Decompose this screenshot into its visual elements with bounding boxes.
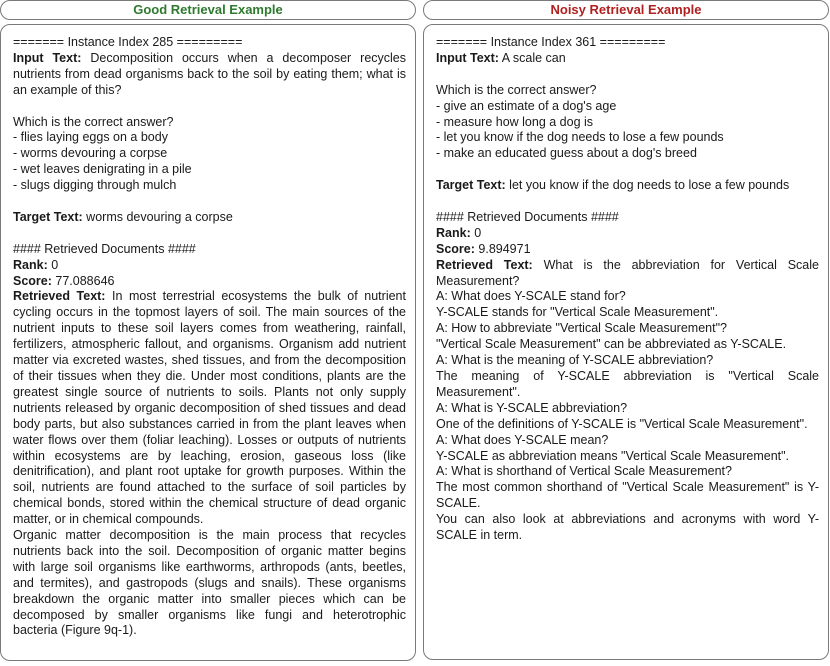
- good-retrieval-column: [0, 0, 416, 638]
- instance-index-line: ======= Instance Index 285 =========: [13, 35, 243, 49]
- target-text-value: let you know if the dog needs to lose a few pounds: [509, 178, 790, 193]
- score-value: 77.088646: [55, 273, 115, 288]
- rank-label: Rank:: [436, 225, 471, 240]
- retrieved-text-value: What is the abbreviation for Vertical Scale Measurement?: [436, 257, 819, 288]
- noisy-retrieval-panel: [423, 24, 829, 660]
- target-text-block: [13, 210, 406, 226]
- retrieved-line: "Vertical Scale Measurement" can be abbreviated as Y-SCALE.: [436, 337, 787, 352]
- rank-label: Rank:: [13, 257, 48, 272]
- retrieved-text-label: Retrieved Text:: [436, 257, 533, 272]
- target-text-label: Target Text:: [436, 178, 506, 193]
- input-text-label: Input Text:: [13, 50, 82, 65]
- answer-option: - worms devouring a corpse: [13, 146, 168, 161]
- target-text-value: worms devouring a corpse: [86, 209, 233, 224]
- rank-value: 0: [474, 225, 482, 240]
- score-line: [436, 242, 819, 258]
- retrieved-line: A: What is the meaning of Y-SCALE abbreviation?: [436, 353, 714, 368]
- question-line: Which is the correct answer?: [13, 114, 174, 129]
- score-label: Score:: [13, 273, 52, 288]
- answer-option: - slugs digging through mulch: [13, 178, 177, 193]
- question-line: Which is the correct answer?: [436, 82, 597, 97]
- input-text-label: Input Text:: [436, 50, 499, 65]
- rank-line: [436, 226, 819, 242]
- target-text-label: Target Text:: [13, 209, 83, 224]
- retrieved-documents-header: #### Retrieved Documents ####: [13, 241, 196, 256]
- answer-option: - give an estimate of a dog's age: [436, 98, 617, 113]
- retrieved-line: A: What does Y-SCALE stand for?: [436, 289, 626, 304]
- retrieved-documents-header: #### Retrieved Documents ####: [436, 209, 619, 224]
- retrieved-text-paragraph-2: Organic matter decomposition is the main process that recycles nutrients back into the soil. Decomposition of organic matter begins with large soil organisms like earthworms, arthropods (ants, beetles, and termites), and gastropods (slugs and snails). These organisms breakdown the organic matter into smaller pieces which can be decomposed by smaller organisms like fungi and heterotrophic bacteria (Figure 9q-1).: [13, 528, 406, 638]
- retrieved-text-block: [13, 289, 406, 528]
- retrieved-text-paragraph-1: In most terrestrial ecosystems the bulk of nutrient cycling occurs in the topmost layers of soil. The main sources of the nutrient inputs to these soil layers comes from weathering, rainfall, fertilizers, atmospheric fallout, and organisms. Organism add nutrient matter via excreted wastes, shed tissues, and from the decomposition of their tissues when they die. Under most conditions, plants are the greatest single source of nutrients to soils. Plants not only supply nutrients released by organic decomposition of shed tissues and dead body parts, but also substances carried in from the plant leaves when water flows over them (foliar leaching). Losses or outputs of nutrients within ecosystems are by leaching, erosion, gaseous loss (like denitrification), and plant root uptake for growth purposes. Within the soil, nutrients are found attached to the surface of soil particles by chemical bonds, stored within the chemical structure of dead organic matter, or in chemical compounds.: [13, 289, 406, 527]
- answer-option: - flies laying eggs on a body: [13, 130, 168, 145]
- rank-line: [13, 258, 406, 274]
- score-line: [13, 274, 406, 290]
- input-text-block: [436, 51, 819, 67]
- noisy-retrieval-column: [423, 0, 829, 543]
- good-retrieval-header: Good Retrieval Example: [0, 0, 416, 20]
- input-text-value: Decomposition occurs when a decomposer recycles nutrients from dead organisms back to the soil by eating them; what is an example of this?: [13, 50, 406, 97]
- retrieved-line: A: What is shorthand of Vertical Scale Measurement?: [436, 464, 732, 479]
- score-value: 9.894971: [478, 241, 531, 256]
- rank-value: 0: [51, 257, 59, 272]
- good-retrieval-panel: [0, 24, 416, 661]
- answer-option: - let you know if the dog needs to lose a few pounds: [436, 130, 724, 145]
- target-text-block: [436, 178, 819, 194]
- retrieved-line: Y-SCALE stands for "Vertical Scale Measurement".: [436, 305, 719, 320]
- retrieved-line: A: What does Y-SCALE mean?: [436, 432, 609, 447]
- retrieved-line: You can also look at abbreviations and acronyms with word Y-SCALE in term.: [436, 512, 819, 543]
- retrieved-line: Y-SCALE as abbreviation means "Vertical Scale Measurement".: [436, 448, 790, 463]
- score-label: Score:: [436, 241, 475, 256]
- retrieved-line: One of the definitions of Y-SCALE is "Vertical Scale Measurement".: [436, 416, 808, 431]
- answer-option: - measure how long a dog is: [436, 114, 594, 129]
- retrieved-line: A: How to abbreviate "Vertical Scale Measurement"?: [436, 321, 727, 336]
- retrieved-text-block: [436, 258, 819, 290]
- input-text-block: [13, 51, 406, 99]
- answer-option: - make an educated guess about a dog's breed: [436, 146, 697, 161]
- retrieved-line: A: What is Y-SCALE abbreviation?: [436, 400, 628, 415]
- retrieved-line: The most common shorthand of "Vertical Scale Measurement" is Y-SCALE.: [436, 480, 819, 511]
- retrieved-line: The meaning of Y-SCALE abbreviation is "Vertical Scale Measurement".: [436, 368, 819, 399]
- input-text-value: A scale can: [501, 50, 566, 65]
- noisy-retrieval-header: Noisy Retrieval Example: [423, 0, 829, 20]
- instance-index-line: ======= Instance Index 361 =========: [436, 35, 666, 49]
- answer-option: - wet leaves denigrating in a pile: [13, 162, 192, 177]
- retrieved-text-label: Retrieved Text:: [13, 289, 106, 304]
